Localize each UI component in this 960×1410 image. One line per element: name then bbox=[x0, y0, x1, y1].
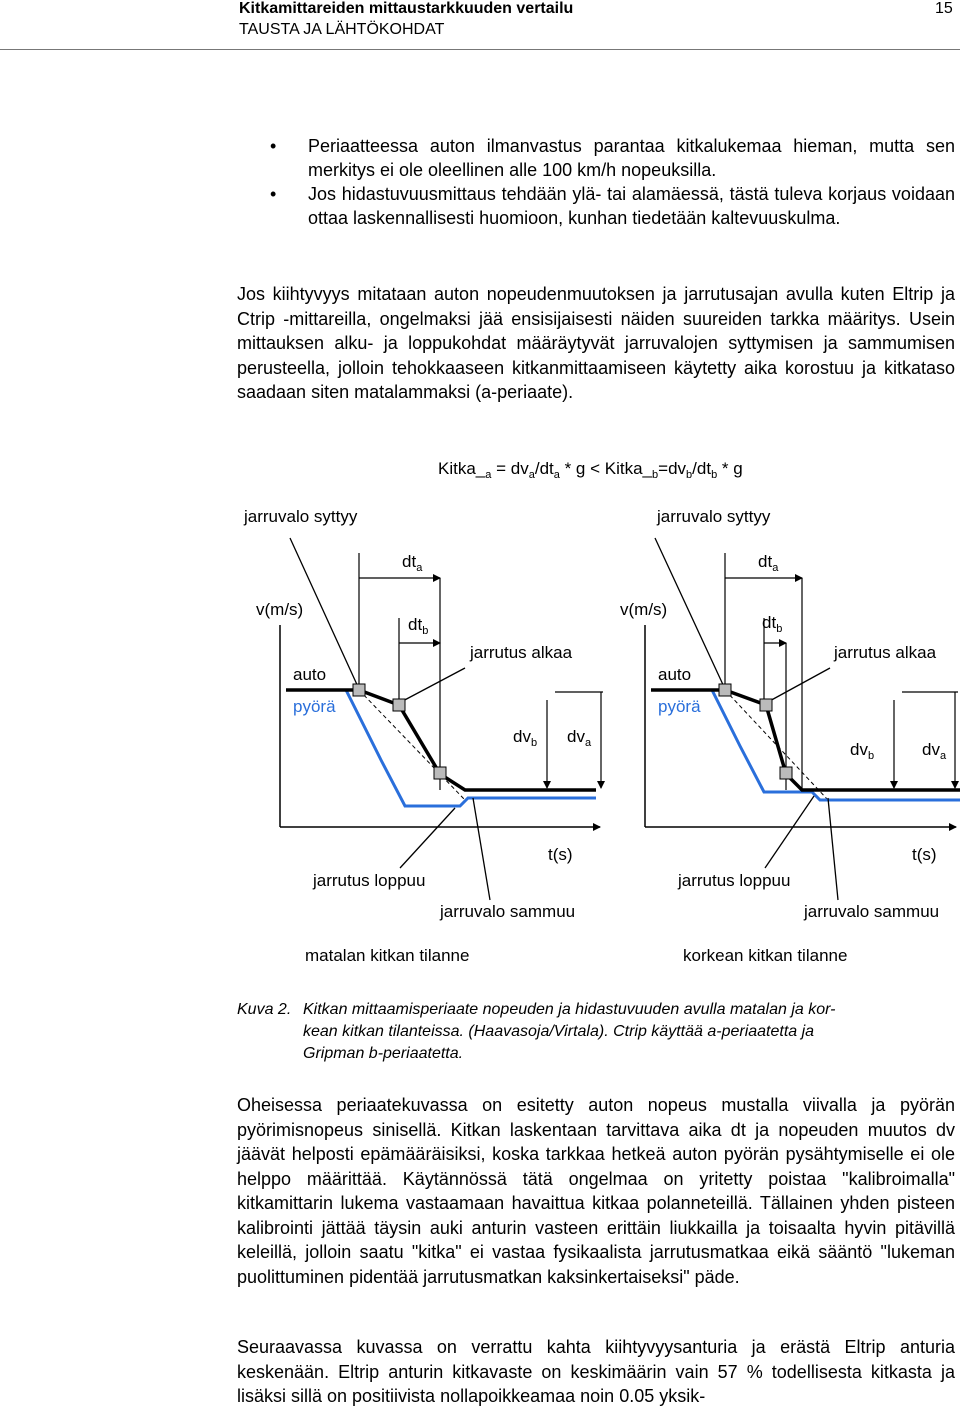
label-dv-b: $dv_b$ bbox=[513, 727, 538, 749]
label-dv-a: $dv_a$ bbox=[922, 740, 947, 762]
bullet-text: Jos hidastuvuusmittaus tehdään ylä- tai alamäessä, tästä tuleva korjaus voidaan ottaa laskennallisesti huomioon, kunhan tiedetään kaltevuuskulma. bbox=[308, 184, 955, 228]
caption-line: kean kitkan tilanteissa. (Haavasoja/Virtala). Ctrip käyttää a-periaatetta ja bbox=[303, 1023, 815, 1040]
running-header-section: TAUSTA JA LÄHTÖKOHDAT bbox=[239, 21, 445, 38]
label-braking-starts: jarrutus alkaa bbox=[470, 643, 573, 662]
label-braking-ends: jarrutus loppuu bbox=[678, 871, 791, 890]
body-paragraph-2: Oheisessa periaatekuvassa on esitetty auton nopeus mustalla viivalla ja pyörän pyörimisnopeus sinisellä. Kitkan laskentaan tarvittava aika dt ja nopeuden muutos dv jäävät helposti epämääräisiksi, koska tarkkaa hetkeä auton pyörän pysähtymiselle ei ole helppo määrittää. Käytännössä tätä ongelmaa on yritetty poistaa "kalibroimalla" kitkamittarin lukema vastaamaan havaittua kitkaa polanneteillä. Tällainen yhden pisteen kalibrointi jättää täysin auki anturin vasteen erittäin liukkailla ja toisaalta hyvin pitävillä keleillä, jolloin saatu "kitka" ei vastaa fysikaalista jarrutusmatkaa eikä sääntö "lukeman puolittuminen pidentää jarrutusmatkan kaksinkertaiseksi" päde. bbox=[237, 1095, 955, 1287]
y-axis-label: v(m/s) bbox=[256, 600, 304, 619]
label-brake-light-off: jarruvalo sammuu bbox=[804, 902, 940, 921]
bullet-list bbox=[237, 134, 955, 230]
label-car: auto bbox=[658, 665, 692, 684]
bullet-text: Periaatteessa auton ilmanvastus parantaa kitkalukemaa hieman, mutta sen merkitys ei ole oleellinen alle 100 km/h nopeuksilla. bbox=[308, 136, 955, 180]
figure-caption bbox=[237, 999, 955, 1065]
marker-square bbox=[353, 684, 365, 696]
marker-square bbox=[760, 699, 772, 711]
pointer-line bbox=[766, 668, 830, 703]
body-paragraph-3: Seuraavassa kuvassa on verrattu kahta kiihtyvyysanturia ja erästä Eltrip anturia keskenään. Eltrip anturin kitkavaste on keskimäärin vain 57 % todellisesta kitkasta ja lisäksi sillä on positiivista nollapoikkeamaa noin 0.05 yksik- bbox=[237, 1337, 955, 1406]
label-braking-starts: jarrutus alkaa bbox=[834, 643, 937, 662]
x-axis-label: t(s) bbox=[912, 845, 937, 864]
label-car: auto bbox=[293, 665, 327, 684]
caption-line: Gripman b-periaatetta. bbox=[303, 1045, 464, 1062]
page-number: 15 bbox=[935, 0, 953, 17]
pointer-line bbox=[473, 798, 490, 900]
pointer-line bbox=[765, 796, 814, 868]
header-rule bbox=[0, 49, 960, 50]
label-dt-a: $dt_a$ bbox=[402, 552, 423, 574]
label-dt-a: $dt_a$ bbox=[758, 552, 779, 574]
panel-low-friction bbox=[243, 507, 603, 965]
label-wheel: pyörä bbox=[658, 697, 701, 716]
friction-principle-figure bbox=[0, 440, 960, 980]
marker-square bbox=[434, 767, 446, 779]
label-wheel: pyörä bbox=[293, 697, 336, 716]
pointer-line bbox=[828, 798, 838, 900]
marker-square bbox=[393, 699, 405, 711]
label-brake-light-on: jarruvalo syttyy bbox=[657, 507, 771, 526]
label-dv-a: $dv_a$ bbox=[567, 727, 592, 749]
caption-label: Kuva 2. bbox=[237, 1001, 292, 1018]
pointer-line bbox=[400, 808, 455, 868]
bullet-item bbox=[237, 134, 955, 182]
label-brake-light-on: jarruvalo syttyy bbox=[244, 507, 358, 526]
y-axis-label: v(m/s) bbox=[620, 600, 668, 619]
panel-high-friction bbox=[620, 507, 960, 965]
body-paragraph-1: Jos kiihtyvyys mitataan auton nopeudenmuutoksen ja jarrutusajan avulla kuten Eltrip ja Ctrip -mittareilla, ongelmaksi jää ensisijaisesti näiden suureiden tarkka määritys. Usein mittauksen alku- ja loppukohdat määräytyvät jarruvalojen syttymisen ja sammumisen perusteella, jolloin tehokkaaseen kitkanmittaamiseen käytetty aika korostuu ja kitkataso saadaan siten matalammaksi (a-periaate). bbox=[237, 284, 955, 402]
bullet-dot-icon: • bbox=[270, 184, 277, 204]
panel-title: korkean kitkan tilanne bbox=[683, 946, 848, 965]
caption-text: Kitkan mittaamisperiaate nopeuden ja hidastuvuuden avulla matalan ja kor- bbox=[303, 1001, 836, 1018]
label-dv-b: $dv_b$ bbox=[850, 740, 875, 762]
caption-line bbox=[237, 999, 955, 1021]
x-axis-label: t(s) bbox=[548, 845, 573, 864]
panel-title: matalan kitkan tilanne bbox=[305, 946, 470, 965]
pointer-line bbox=[399, 668, 465, 703]
friction-formula: $Kitka\__a = dv_a/dt_a * g$ < $Kitka\__b=dv_b/dt_b * g$ bbox=[438, 459, 743, 481]
running-header-title: Kitkamittareiden mittaustarkkuuden vertailu bbox=[239, 0, 574, 17]
label-brake-light-off: jarruvalo sammuu bbox=[440, 902, 576, 921]
bullet-item bbox=[237, 182, 955, 230]
marker-square bbox=[780, 767, 792, 779]
bullet-dot-icon: • bbox=[270, 136, 277, 156]
label-dt-b: $dt_b$ bbox=[408, 615, 429, 637]
marker-square bbox=[719, 684, 731, 696]
label-dt-b: $dt_b$ bbox=[762, 613, 783, 635]
label-braking-ends: jarrutus loppuu bbox=[313, 871, 426, 890]
